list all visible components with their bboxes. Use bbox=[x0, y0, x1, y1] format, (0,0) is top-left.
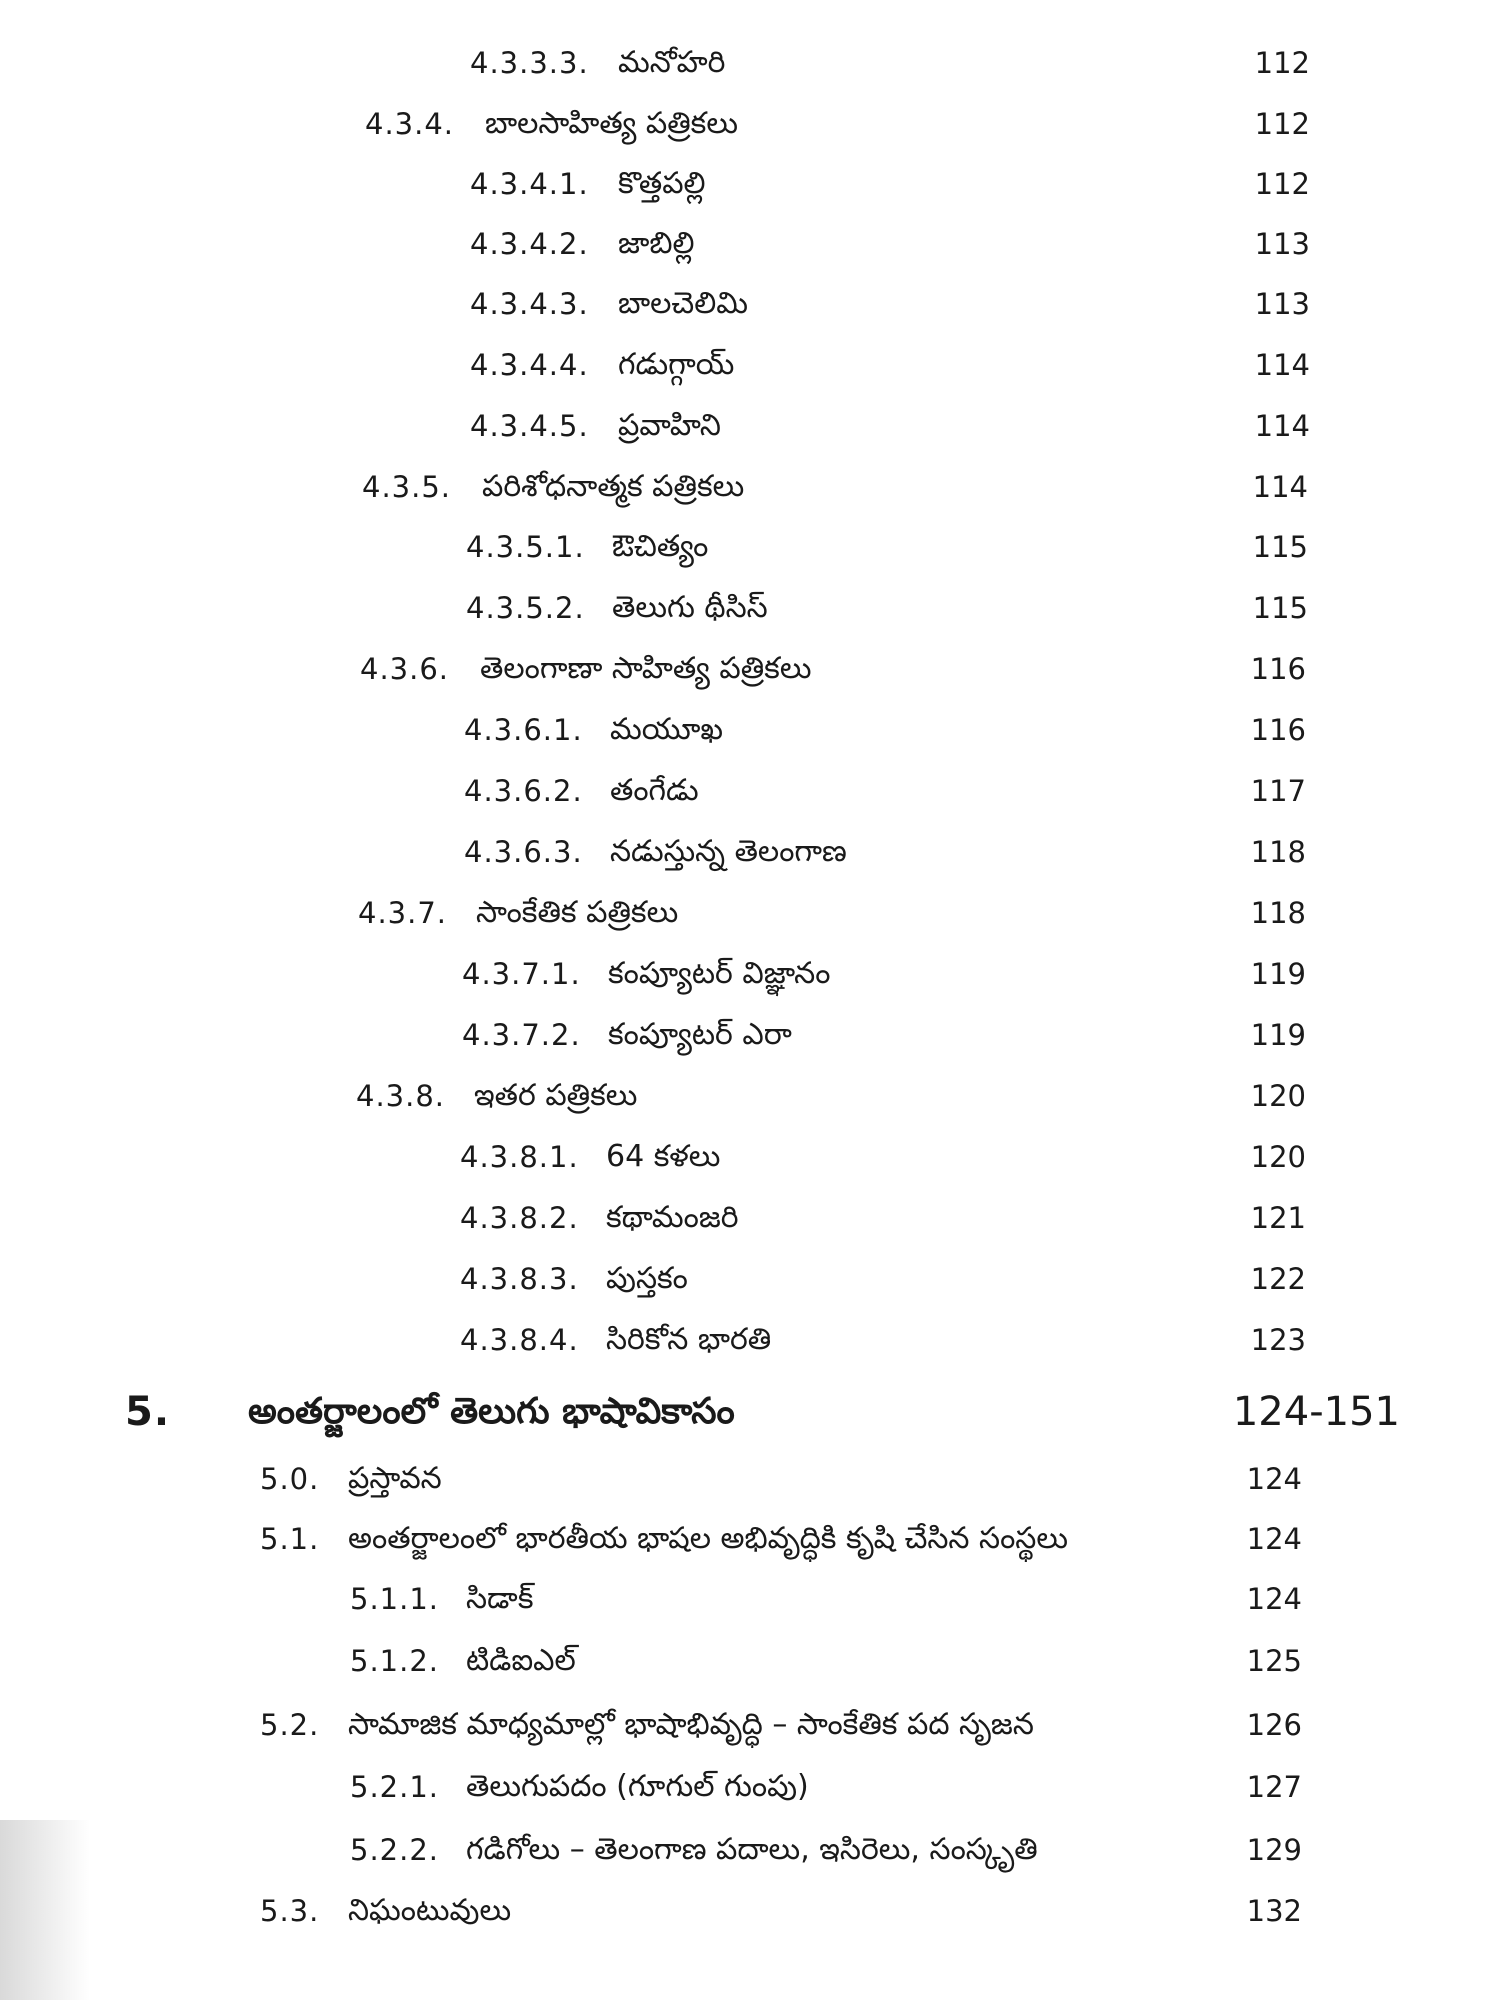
chapter-heading-5 bbox=[0, 1384, 1500, 1440]
section-title: తెలంగాణా సాహిత్య పత్రికలు bbox=[480, 651, 812, 686]
section-number: 5.1. bbox=[260, 1522, 320, 1556]
page-number: 114 bbox=[1252, 470, 1308, 504]
section-title: ఇతర పత్రికలు bbox=[474, 1078, 638, 1113]
page-number: 127 bbox=[1246, 1770, 1302, 1804]
page-number: 120 bbox=[1250, 1079, 1306, 1113]
toc-row-4-3-8-1 bbox=[0, 1129, 1500, 1185]
section-title: కొత్తపల్లి bbox=[618, 166, 706, 201]
section-number: 5.3. bbox=[260, 1894, 320, 1928]
toc-row-4-3-6-2 bbox=[0, 763, 1500, 819]
toc-row-4-3-4-3 bbox=[0, 276, 1500, 332]
section-number: 5.0. bbox=[260, 1462, 320, 1496]
chapter-title: అంతర్జాలంలో తెలుగు భాషావికాసం bbox=[248, 1391, 735, 1432]
section-number: 4.3.8.1. bbox=[460, 1140, 579, 1174]
page-number: 125 bbox=[1246, 1644, 1302, 1678]
section-title: బాలచెలిమి bbox=[618, 286, 748, 321]
page-number: 114 bbox=[1254, 348, 1310, 382]
section-number: 4.3.8. bbox=[356, 1079, 446, 1113]
section-number: 5.1.1. bbox=[350, 1582, 440, 1616]
toc-row-4-3-4-5 bbox=[0, 398, 1500, 454]
section-number: 4.3.3.3. bbox=[470, 46, 589, 80]
section-title: సామాజిక మాధ్యమాల్లో భాషాభివృద్ధి – సాంకేతిక పద సృజన bbox=[348, 1707, 1034, 1742]
section-title: సిడాక్ bbox=[466, 1581, 534, 1616]
toc-row-4-3-8-2 bbox=[0, 1190, 1500, 1246]
page-number: 124 bbox=[1246, 1582, 1302, 1616]
section-title: మనోహరి bbox=[618, 45, 726, 80]
section-number: 4.3.4.4. bbox=[470, 348, 589, 382]
section-number: 4.3.7.1. bbox=[462, 957, 581, 991]
page-number: 112 bbox=[1254, 46, 1310, 80]
page-number: 132 bbox=[1246, 1894, 1302, 1928]
page-number: 126 bbox=[1246, 1708, 1302, 1742]
section-title: తెలుగుపదం (గూగుల్ గుంపు) bbox=[466, 1769, 809, 1804]
section-number: 4.3.6.2. bbox=[464, 774, 583, 808]
section-title: టిడిఐఎల్ bbox=[466, 1643, 576, 1678]
toc-row-4-3-7-1 bbox=[0, 946, 1500, 1002]
page-number: 123 bbox=[1250, 1323, 1306, 1357]
toc-row-4-3-4-1 bbox=[0, 156, 1500, 212]
section-title: అంతర్జాలంలో భారతీయ భాషల అభివృద్ధికి కృషి చేసిన సంస్థలు bbox=[348, 1521, 1069, 1556]
page-number: 112 bbox=[1254, 167, 1310, 201]
toc-row-4-3-4 bbox=[0, 96, 1500, 152]
section-number: 4.3.8.3. bbox=[460, 1262, 579, 1296]
page-number: 116 bbox=[1250, 652, 1306, 686]
chapter-page-range: 124-151 bbox=[1232, 1389, 1400, 1435]
toc-row-4-3-5-2 bbox=[0, 580, 1500, 636]
section-title: సాంకేతిక పత్రికలు bbox=[476, 895, 679, 930]
section-title: మయూఖ bbox=[610, 712, 724, 747]
page-number: 118 bbox=[1250, 835, 1306, 869]
section-title: సిరికోన భారతి bbox=[606, 1322, 772, 1357]
section-number: 4.3.4.5. bbox=[470, 409, 589, 443]
toc-row-5-1-2 bbox=[0, 1633, 1500, 1689]
section-title: ప్రవాహిని bbox=[618, 408, 721, 443]
chapter-number: 5. bbox=[125, 1389, 171, 1435]
section-title: గడుగ్గాయ్ bbox=[618, 347, 735, 382]
toc-row-4-3-5-1 bbox=[0, 519, 1500, 575]
page-number: 124 bbox=[1246, 1462, 1302, 1496]
page-number: 116 bbox=[1250, 713, 1306, 747]
section-number: 5.1.2. bbox=[350, 1644, 440, 1678]
section-title: 64 కళలు bbox=[606, 1139, 721, 1174]
section-number: 4.3.6.3. bbox=[464, 835, 583, 869]
toc-row-4-3-7 bbox=[0, 885, 1500, 941]
page-number: 113 bbox=[1254, 287, 1310, 321]
page-number: 122 bbox=[1250, 1262, 1306, 1296]
toc-row-5-0 bbox=[0, 1451, 1500, 1507]
section-title: పుస్తకం bbox=[606, 1261, 688, 1296]
section-title: నడుస్తున్న తెలంగాణ bbox=[610, 834, 847, 869]
toc-row-4-3-4-2 bbox=[0, 216, 1500, 272]
section-title: జాబిల్లి bbox=[618, 226, 695, 261]
toc-row-5-2-1 bbox=[0, 1759, 1500, 1815]
section-number: 4.3.5.1. bbox=[466, 530, 585, 564]
section-title: తంగేడు bbox=[610, 773, 699, 808]
section-title: బాలసాహిత్య పత్రికలు bbox=[485, 106, 738, 141]
section-number: 5.2.1. bbox=[350, 1770, 440, 1804]
toc-row-5-2 bbox=[0, 1697, 1500, 1753]
page-number: 124 bbox=[1246, 1522, 1302, 1556]
page-number: 114 bbox=[1254, 409, 1310, 443]
page-number: 115 bbox=[1252, 530, 1308, 564]
page-number: 117 bbox=[1250, 774, 1306, 808]
section-number: 4.3.4.2. bbox=[470, 227, 589, 261]
toc-row-4-3-7-2 bbox=[0, 1007, 1500, 1063]
page-number: 112 bbox=[1254, 107, 1310, 141]
toc-row-5-1-1 bbox=[0, 1571, 1500, 1627]
section-title: ప్రస్తావన bbox=[348, 1461, 442, 1496]
section-number: 4.3.5.2. bbox=[466, 591, 585, 625]
toc-row-4-3-8 bbox=[0, 1068, 1500, 1124]
section-number: 4.3.8.2. bbox=[460, 1201, 579, 1235]
toc-row-4-3-6 bbox=[0, 641, 1500, 697]
section-number: 4.3.6. bbox=[360, 652, 450, 686]
section-title: కంప్యూటర్ విజ్ఞానం bbox=[608, 956, 831, 991]
toc-row-5-3 bbox=[0, 1883, 1500, 1939]
page-number: 115 bbox=[1252, 591, 1308, 625]
section-number: 4.3.5. bbox=[362, 470, 452, 504]
section-number: 4.3.7.2. bbox=[462, 1018, 581, 1052]
section-title: పరిశోధనాత్మక పత్రికలు bbox=[482, 469, 745, 504]
toc-row-5-2-2 bbox=[0, 1822, 1500, 1878]
toc-row-4-3-6-3 bbox=[0, 824, 1500, 880]
toc-row-4-3-8-3 bbox=[0, 1251, 1500, 1307]
page-number: 129 bbox=[1246, 1833, 1302, 1867]
section-number: 4.3.6.1. bbox=[464, 713, 583, 747]
toc-row-4-3-8-4 bbox=[0, 1312, 1500, 1368]
section-title: తెలుగు థీసిస్ bbox=[612, 590, 768, 625]
section-number: 5.2. bbox=[260, 1708, 320, 1742]
section-number: 4.3.7. bbox=[358, 896, 448, 930]
page-number: 120 bbox=[1250, 1140, 1306, 1174]
toc-row-4-3-4-4 bbox=[0, 337, 1500, 393]
section-title: కథామంజరి bbox=[606, 1200, 739, 1235]
section-number: 4.3.8.4. bbox=[460, 1323, 579, 1357]
page-number: 119 bbox=[1250, 957, 1306, 991]
section-number: 4.3.4.3. bbox=[470, 287, 589, 321]
section-number: 4.3.4. bbox=[365, 107, 455, 141]
section-title: ఔచిత్యం bbox=[612, 529, 709, 564]
toc-row-5-1 bbox=[0, 1511, 1500, 1567]
toc-row-4-3-6-1 bbox=[0, 702, 1500, 758]
page-number: 119 bbox=[1250, 1018, 1306, 1052]
section-number: 5.2.2. bbox=[350, 1833, 440, 1867]
section-title: గడిగోలు – తెలంగాణ పదాలు, ఇసిరెలు, సంస్కృతి bbox=[466, 1832, 1038, 1867]
page-number: 113 bbox=[1254, 227, 1310, 261]
section-title: నిఘంటువులు bbox=[348, 1893, 512, 1928]
page-number: 118 bbox=[1250, 896, 1306, 930]
section-number: 4.3.4.1. bbox=[470, 167, 589, 201]
page-number: 121 bbox=[1250, 1201, 1306, 1235]
toc-row-4-3-3-3 bbox=[0, 35, 1500, 91]
toc-row-4-3-5 bbox=[0, 459, 1500, 515]
section-title: కంప్యూటర్ ఎరా bbox=[608, 1017, 792, 1052]
